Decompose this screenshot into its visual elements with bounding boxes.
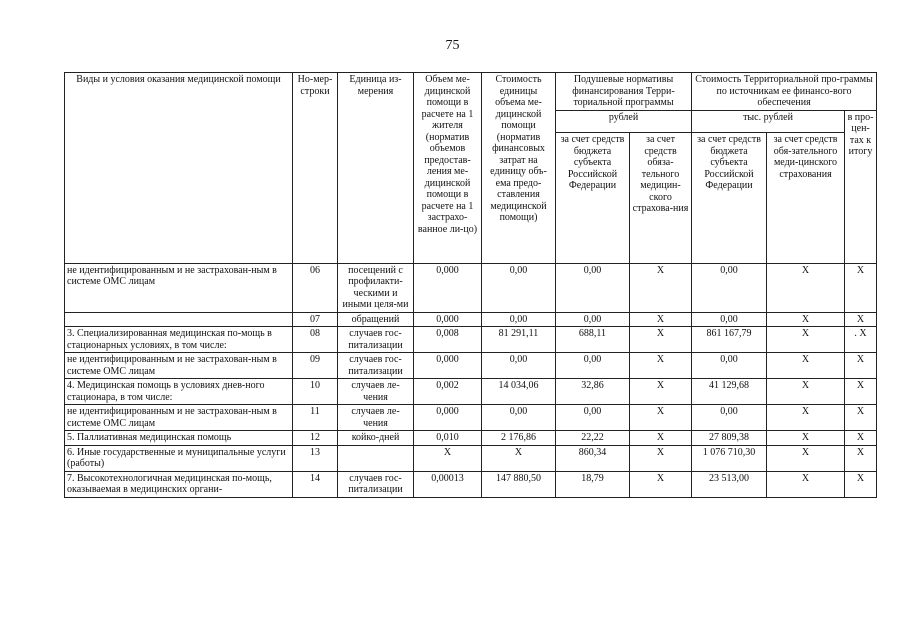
- header-per-capita: Подушевые нормативы финансирования Терри-ториальной программы: [556, 73, 692, 111]
- row-pc-oms: Х: [630, 471, 692, 497]
- row-pc-oms: Х: [630, 445, 692, 471]
- row-pc-oms: Х: [630, 353, 692, 379]
- row-name: 3. Специализированная медицинская по-мощь в стационарных условиях, в том числе:: [65, 327, 293, 353]
- row-tc-oms: Х: [767, 471, 845, 497]
- row-pc-budget: 0,00: [556, 405, 630, 431]
- row-name: не идентифицированным и не застрахован-ным в системе ОМС лицам: [65, 405, 293, 431]
- header-cost-oms: за счет средств обя-зательного меди-цинского страхования: [767, 133, 845, 263]
- row-cost: 0,00: [482, 353, 556, 379]
- row-name: 6. Иные государственные и муниципальные услуги (работы): [65, 445, 293, 471]
- row-tc-budget: 0,00: [692, 353, 767, 379]
- table-row: [65, 312, 877, 327]
- row-cost: 0,00: [482, 312, 556, 327]
- row-unit: [338, 445, 414, 471]
- row-unit: койко-дней: [338, 431, 414, 446]
- row-tc-oms: Х: [767, 445, 845, 471]
- header-per-capita-oms: за счет средств обяза-тельного медицин-ского страхова-ния: [630, 133, 692, 263]
- row-number: 08: [293, 327, 338, 353]
- row-tc-oms: Х: [767, 379, 845, 405]
- row-volume: 0,000: [414, 405, 482, 431]
- row-unit: случаев ле-чения: [338, 405, 414, 431]
- row-pc-oms: Х: [630, 327, 692, 353]
- row-percent: Х: [845, 445, 877, 471]
- row-pc-budget: 32,86: [556, 379, 630, 405]
- row-pc-budget: 18,79: [556, 471, 630, 497]
- row-pc-oms: Х: [630, 263, 692, 312]
- row-number: 11: [293, 405, 338, 431]
- row-tc-budget: 861 167,79: [692, 327, 767, 353]
- header-cost-budget: за счет средств бюджета субъекта Российской Федерации: [692, 133, 767, 263]
- row-volume: 0,000: [414, 263, 482, 312]
- row-pc-budget: 0,00: [556, 263, 630, 312]
- table-row: [65, 445, 877, 471]
- row-volume: 0,000: [414, 353, 482, 379]
- table-row: [65, 379, 877, 405]
- row-number: 06: [293, 263, 338, 312]
- row-number: 13: [293, 445, 338, 471]
- financing-table: [64, 72, 877, 498]
- header-per-capita-budget: за счет средств бюджета субъекта Российской Федерации: [556, 133, 630, 263]
- row-name: не идентифицированным и не застрахован-ным в системе ОМС лицам: [65, 353, 293, 379]
- row-percent: Х: [845, 312, 877, 327]
- row-volume: Х: [414, 445, 482, 471]
- row-pc-budget: 688,11: [556, 327, 630, 353]
- row-percent: Х: [845, 431, 877, 446]
- header-unit-thousand-rub: тыс. рублей: [692, 110, 845, 133]
- row-tc-budget: 1 076 710,30: [692, 445, 767, 471]
- row-percent: Х: [845, 353, 877, 379]
- table-row: [65, 471, 877, 497]
- row-tc-oms: Х: [767, 405, 845, 431]
- row-pc-budget: 0,00: [556, 312, 630, 327]
- row-number: 10: [293, 379, 338, 405]
- row-unit: обращений: [338, 312, 414, 327]
- row-pc-oms: Х: [630, 405, 692, 431]
- row-percent: Х: [845, 471, 877, 497]
- header-volume: Объем ме-дицинской помощи в расчете на 1 жителя (норматив объемов предостав-ления ме-дицинской помощи в расчете на 1 застрахо-ванное ли-цо): [414, 73, 482, 264]
- row-name: 7. Высокотехнологичная медицинская по-мощь, оказываемая в медицинских органи-: [65, 471, 293, 497]
- row-unit: случаев гос-питализации: [338, 471, 414, 497]
- page-number: 75: [445, 38, 460, 53]
- row-tc-budget: 0,00: [692, 405, 767, 431]
- row-tc-oms: Х: [767, 431, 845, 446]
- row-tc-budget: 41 129,68: [692, 379, 767, 405]
- row-cost: Х: [482, 445, 556, 471]
- header-types: Виды и условия оказания медицинской помощи: [65, 73, 293, 264]
- row-name: 5. Паллиативная медицинская помощь: [65, 431, 293, 446]
- row-unit: случаев гос-питализации: [338, 353, 414, 379]
- row-volume: 0,010: [414, 431, 482, 446]
- row-volume: 0,008: [414, 327, 482, 353]
- row-tc-budget: 27 809,38: [692, 431, 767, 446]
- row-tc-oms: Х: [767, 353, 845, 379]
- row-unit: посещений с профилакти-ческими и иными целя-ми: [338, 263, 414, 312]
- row-name: [65, 312, 293, 327]
- row-cost: 0,00: [482, 405, 556, 431]
- row-pc-budget: 0,00: [556, 353, 630, 379]
- row-unit: случаев гос-питализации: [338, 327, 414, 353]
- row-name: не идентифицированным и не застрахован-ным в системе ОМС лицам: [65, 263, 293, 312]
- row-cost: 0,00: [482, 263, 556, 312]
- header-percent: в про-цен-тах к итогу: [845, 110, 877, 263]
- row-cost: 14 034,06: [482, 379, 556, 405]
- row-pc-budget: 860,34: [556, 445, 630, 471]
- row-percent: Х: [845, 405, 877, 431]
- header-unit: Единица из-мерения: [338, 73, 414, 264]
- row-pc-budget: 22,22: [556, 431, 630, 446]
- row-tc-oms: Х: [767, 312, 845, 327]
- row-tc-oms: Х: [767, 327, 845, 353]
- row-number: 09: [293, 353, 338, 379]
- row-pc-oms: Х: [630, 431, 692, 446]
- row-number: 14: [293, 471, 338, 497]
- row-volume: 0,002: [414, 379, 482, 405]
- row-volume: 0,000: [414, 312, 482, 327]
- row-cost: 81 291,11: [482, 327, 556, 353]
- row-number: 12: [293, 431, 338, 446]
- row-cost: 2 176,86: [482, 431, 556, 446]
- row-cost: 147 880,50: [482, 471, 556, 497]
- row-percent: . Х: [845, 327, 877, 353]
- header-unit-rub: рублей: [556, 110, 692, 133]
- row-percent: Х: [845, 379, 877, 405]
- row-number: 07: [293, 312, 338, 327]
- row-pc-oms: Х: [630, 312, 692, 327]
- table-row: [65, 327, 877, 353]
- row-volume: 0,00013: [414, 471, 482, 497]
- header-cost: Стоимость единицы объема ме-дицинской помощи (норматив финансовых затрат на единицу объ-ема предо-ставления медицинской помощи): [482, 73, 556, 264]
- table-row: [65, 353, 877, 379]
- row-unit: случаев ле-чения: [338, 379, 414, 405]
- table-row: [65, 431, 877, 446]
- header-program-cost: Стоимость Территориальной про-граммы по источникам ее финансо-вого обеспечения: [692, 73, 877, 111]
- row-percent: Х: [845, 263, 877, 312]
- row-tc-oms: Х: [767, 263, 845, 312]
- row-tc-budget: 23 513,00: [692, 471, 767, 497]
- row-name: 4. Медицинская помощь в условиях днев-ного стационара, в том числе:: [65, 379, 293, 405]
- table-row: [65, 263, 877, 312]
- row-tc-budget: 0,00: [692, 263, 767, 312]
- row-pc-oms: Х: [630, 379, 692, 405]
- header-row-number: Но-мер-строки: [293, 73, 338, 264]
- row-tc-budget: 0,00: [692, 312, 767, 327]
- table-row: [65, 405, 877, 431]
